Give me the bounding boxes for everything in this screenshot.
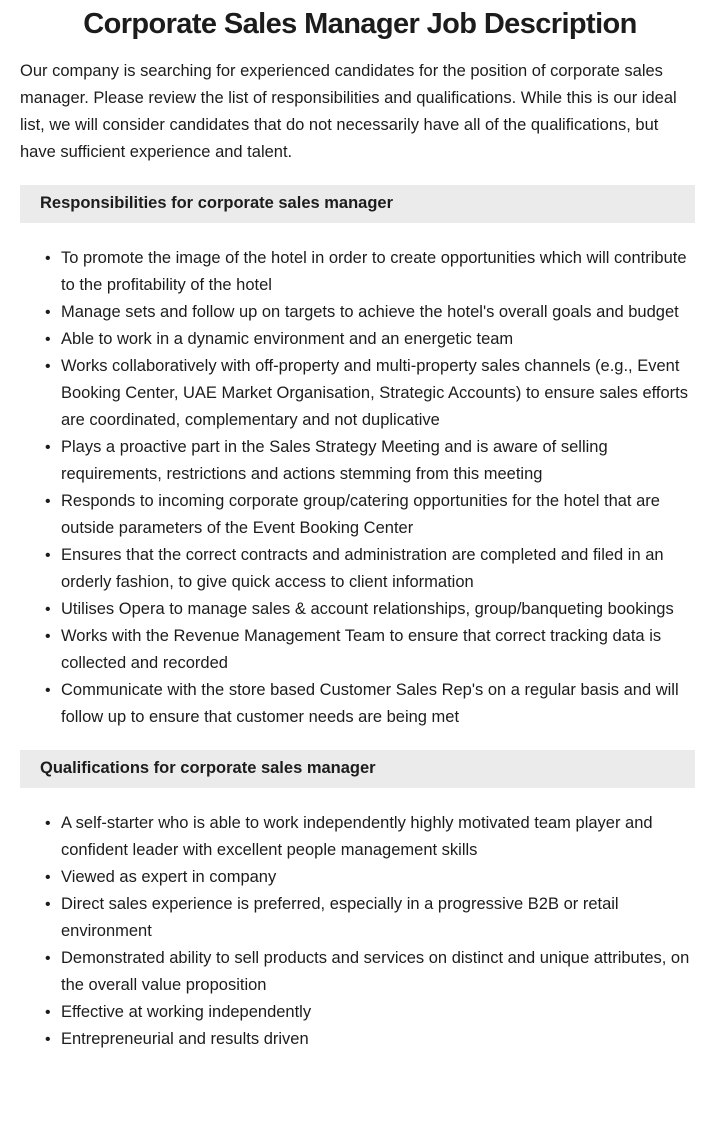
- list-item: • A self-starter who is able to work independently highly motivated team player and confident leader with excellent people management skills: [61, 810, 695, 864]
- list-item: • Demonstrated ability to sell products and services on distinct and unique attributes, on the overall value proposition: [61, 945, 695, 999]
- list-item: • Responds to incoming corporate group/catering opportunities for the hotel that are outside parameters of the Event Booking Center: [61, 488, 695, 542]
- intro-paragraph: Our company is searching for experienced candidates for the position of corporate sales manager. Please review the list of responsibilities and qualifications. While this is our ideal list, we will consider candidates that do not necessarily have all of the qualifications, but have sufficient experience and talent.: [20, 62, 677, 161]
- list-item: • Able to work in a dynamic environment and an energetic team: [61, 326, 695, 353]
- section-heading: Responsibilities for corporate sales manager: [20, 185, 695, 223]
- job-section: [0, 750, 720, 1053]
- list-item: • Utilises Opera to manage sales & account relationships, group/banqueting bookings: [61, 596, 695, 623]
- page-title: Corporate Sales Manager Job Description: [83, 8, 637, 40]
- job-description-page: [0, 7, 720, 1053]
- list-item: • Manage sets and follow up on targets to achieve the hotel's overall goals and budget: [61, 299, 695, 326]
- list-item: • Effective at working independently: [61, 999, 695, 1026]
- list-item: • To promote the image of the hotel in order to create opportunities which will contribute to the profitability of the hotel: [61, 245, 695, 299]
- section-list: [20, 810, 695, 1053]
- list-item: • Communicate with the store based Customer Sales Rep's on a regular basis and will follow up to ensure that customer needs are being met: [61, 677, 695, 731]
- list-item: • Works with the Revenue Management Team to ensure that correct tracking data is collected and recorded: [61, 623, 695, 677]
- sections-container: [0, 185, 720, 1053]
- list-item: • Entrepreneurial and results driven: [61, 1026, 695, 1053]
- job-section: [0, 185, 720, 731]
- list-item: • Viewed as expert in company: [61, 864, 695, 891]
- list-item: • Ensures that the correct contracts and administration are completed and filed in an orderly fashion, to give quick access to client information: [61, 542, 695, 596]
- section-list: [20, 245, 695, 731]
- list-item: • Plays a proactive part in the Sales Strategy Meeting and is aware of selling requirements, restrictions and actions stemming from this meeting: [61, 434, 695, 488]
- list-item: • Direct sales experience is preferred, especially in a progressive B2B or retail environment: [61, 891, 695, 945]
- section-heading: Qualifications for corporate sales manager: [20, 750, 695, 788]
- list-item: • Works collaboratively with off-property and multi-property sales channels (e.g., Event Booking Center, UAE Market Organisation, Strategic Accounts) to ensure sales efforts are coordinated, complementary and not duplicative: [61, 353, 695, 434]
